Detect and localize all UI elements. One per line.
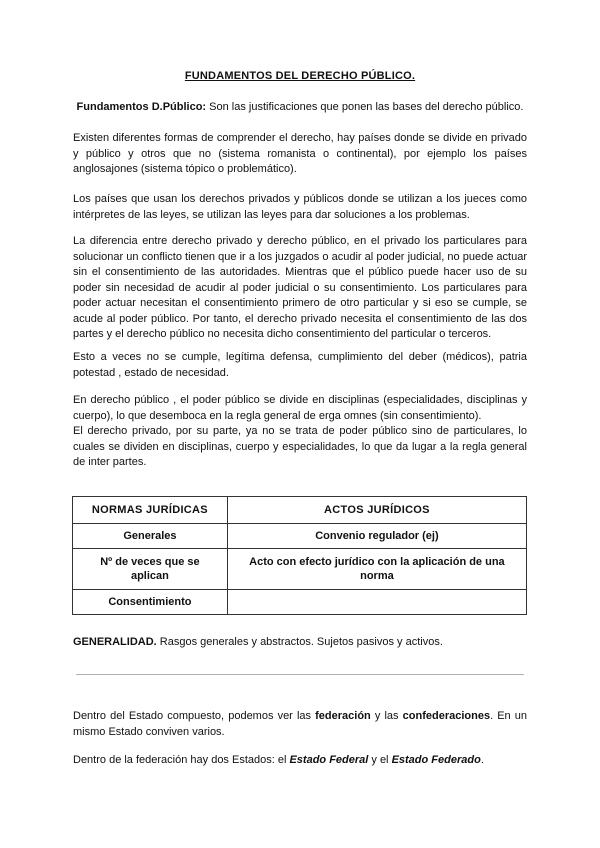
intro-text: Son las justificaciones que ponen las bases del derecho público. [206, 101, 524, 113]
norms-acts-table [72, 496, 527, 615]
table-cell: Nº de veces que se aplican [73, 549, 228, 590]
generalidad-term: GENERALIDAD. [73, 636, 157, 648]
paragraph-judges: Los países que usan los derechos privados y públicos donde se utilizan a los jueces como intérpretes de las leyes, se utilizan las leyes para dar soluciones a los problemas. [73, 193, 527, 221]
paragraph-systems: Existen diferentes formas de comprender el derecho, hay países donde se divide en privado y público y otros que no (sistema romanista o continental), por ejemplo los países anglosajones (sistema tópico o problemático). [73, 132, 527, 175]
table-cell: Convenio regulador (ej) [227, 524, 526, 549]
table-header-row [73, 497, 527, 524]
intro-paragraph [60, 100, 540, 116]
estado-federal-term: Estado Federal [289, 754, 369, 766]
horizontal-divider [76, 674, 524, 675]
table-row [73, 590, 527, 615]
page-title: FUNDAMENTOS DEL DERECHO PÚBLICO. [184, 70, 416, 82]
generalidad-text: Rasgos generales y abstractos. Sujetos pasivos y activos. [156, 636, 443, 648]
paragraph-exceptions: Esto a veces no se cumple, legítima defensa, cumplimiento del deber (médicos), patria potestad , estado de necesidad. [73, 351, 527, 379]
table-row [73, 524, 527, 549]
federacion-text-3: . [480, 754, 484, 766]
table-cell: Consentimiento [73, 590, 228, 615]
estado-federado-term: Estado Federado [391, 754, 481, 766]
estado-compuesto-paragraph [73, 709, 527, 740]
table-header-actos: ACTOS JURÍDICOS [227, 497, 526, 524]
paragraph-public-law: En derecho público , el poder público se divide en disciplinas (especialidades, disciplinas y cuerpo), lo que desemboca en la regla general de erga omnes (sin consentimiento). [73, 394, 527, 422]
intro-term: Fundamentos D.Público: [76, 101, 207, 113]
table-header-normas: NORMAS JURÍDICAS [73, 497, 228, 524]
table-cell: Acto con efecto jurídico con la aplicación de una norma [227, 549, 526, 590]
paragraph-private-law: El derecho privado, por su parte, ya no se trata de poder público sino de particulares, lo cuales se dividen en disciplinas, cuerpo y especialidades, lo que da lugar a la regla general de inter partes. [73, 425, 527, 468]
table-cell: Generales [73, 524, 228, 549]
table-row [73, 549, 527, 590]
estado-text-2: y las [370, 710, 403, 722]
confederaciones-term: confederaciones [402, 710, 491, 722]
federacion-paragraph [73, 753, 527, 769]
estado-text-1: Dentro del Estado compuesto, podemos ver las [73, 710, 316, 722]
federacion-text-1: Dentro de la federación hay dos Estados: el [73, 754, 290, 766]
federacion-term: federación [315, 710, 371, 722]
table-cell [227, 590, 526, 615]
estado-text-3: . En un mismo Estado conviven varios. [73, 710, 528, 738]
paragraph-difference: La diferencia entre derecho privado y derecho público, en el privado los particulares para solucionar un conflicto tienen que ir a los juzgados o acudir al poder judicial, no puede actuar sin el consentimiento de las autoridades. Mientras que el público puede hacer uso de su poder sin necesidad de acudir al poder judicial o su consentimiento. Los particulares para poder actuar necesitan el consentimiento primero de otro particular y si eso se cumple, se acude al poder público. Por tanto, el derecho privado necesita el consentimiento de las dos partes y el derecho público no necesita dicho consentimiento del particular o terceros. [73, 235, 527, 340]
generalidad-paragraph [73, 635, 527, 651]
federacion-text-2: y el [368, 754, 392, 766]
